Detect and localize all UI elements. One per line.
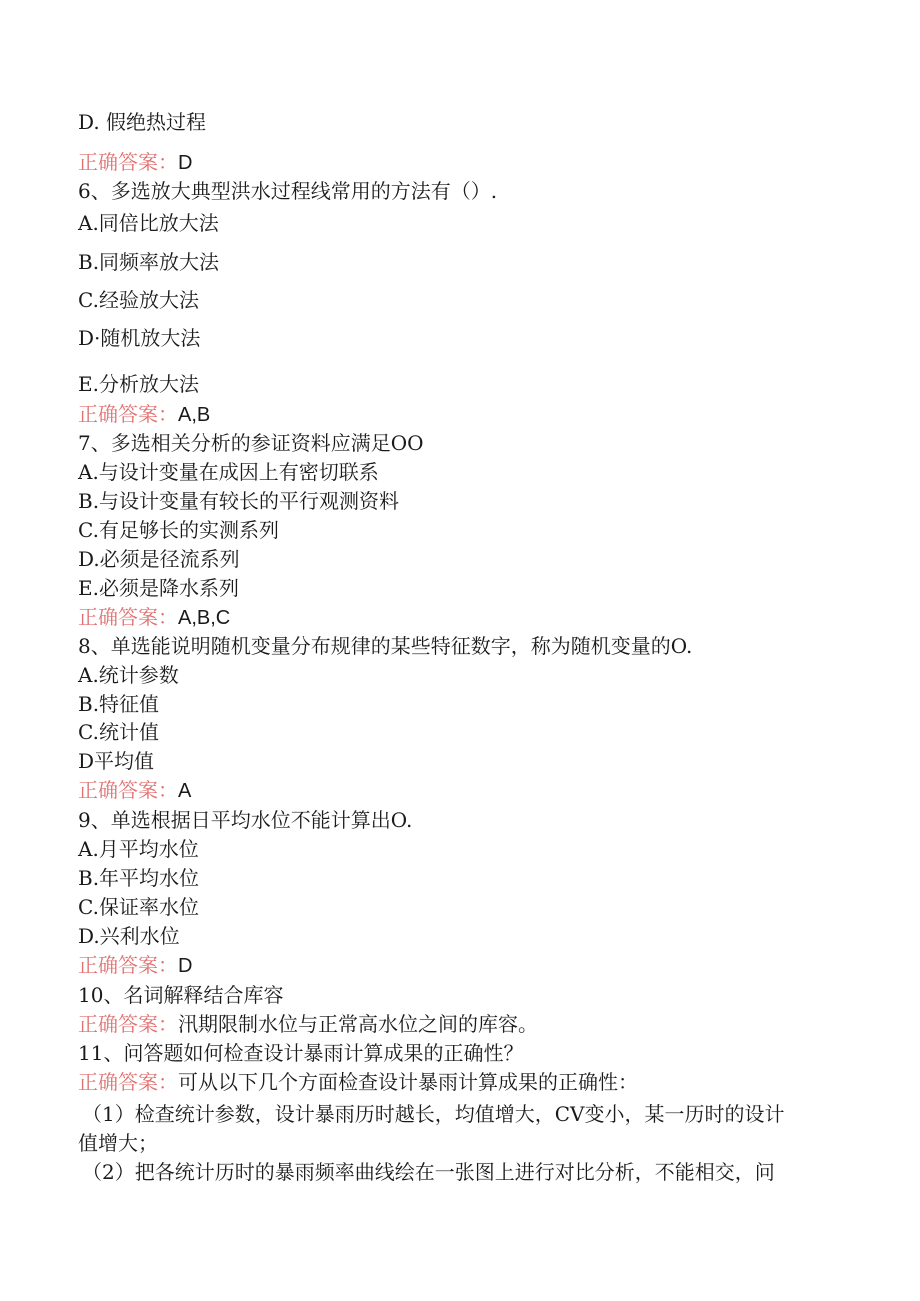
q10-answer — [78, 1012, 538, 1036]
q8-option-c: C.统计值 — [78, 720, 159, 744]
q9-answer — [78, 953, 192, 978]
q6-option-d: D·随机放大法 — [78, 326, 201, 350]
q7-option-a: A.与设计变量在成因上有密切联系 — [78, 460, 379, 484]
q11-point-1-line-2: 值增大； — [78, 1131, 158, 1155]
answer-label: 正确答案： — [78, 402, 178, 426]
q6-answer — [78, 402, 210, 427]
answer-value: A,B — [178, 404, 211, 426]
q5-answer — [78, 150, 192, 175]
answer-value: A — [178, 780, 192, 802]
q8-answer — [78, 778, 191, 803]
answer-text: 汛期限制水位与正常高水位之间的库容。 — [178, 1012, 538, 1036]
q7-option-e: E.必须是降水系列 — [78, 576, 239, 600]
q9-option-b: B.年平均水位 — [78, 866, 200, 890]
q9-option-d: D.兴利水位 — [78, 924, 180, 948]
q7-answer — [78, 605, 230, 630]
q7-stem: 7、多选相关分析的参证资料应满足OO — [78, 431, 424, 455]
q8-stem: 8、单选能说明随机变量分布规律的某些特征数字，称为随机变量的O. — [78, 634, 693, 658]
q6-option-c: C.经验放大法 — [78, 288, 199, 312]
q8-option-a: A.统计参数 — [78, 663, 179, 687]
q6-stem: 6、多选放大典型洪水过程线常用的方法有（）. — [78, 179, 498, 203]
q11-point-1-line-1: （1）检查统计参数，设计暴雨历时越长，均值增大，CV变小，某一历时的设计 — [82, 1102, 785, 1126]
answer-text: 可从以下几个方面检查设计暴雨计算成果的正确性： — [178, 1070, 638, 1094]
q8-option-b: B.特征值 — [78, 692, 160, 716]
answer-value: D — [178, 152, 193, 174]
answer-label: 正确答案： — [78, 1012, 178, 1036]
answer-value: A,B,C — [178, 607, 231, 629]
q6-option-e: E.分析放大法 — [78, 372, 199, 396]
q10-stem: 10、名词解释结合库容 — [78, 983, 284, 1007]
q9-option-c: C.保证率水位 — [78, 895, 199, 919]
q7-option-b: B.与设计变量有较长的平行观测资料 — [78, 489, 400, 513]
q5-option-d: D. 假绝热过程 — [78, 110, 207, 134]
q9-stem: 9、单选根据日平均水位不能计算出O. — [78, 808, 413, 832]
q8-option-d: D平均值 — [78, 749, 155, 773]
q11-stem: 11、问答题如何检查设计暴雨计算成果的正确性？ — [78, 1041, 524, 1065]
q11-point-2-line-1: （2）把各统计历时的暴雨频率曲线绘在一张图上进行对比分析，不能相交，问 — [82, 1160, 775, 1184]
answer-label: 正确答案： — [78, 778, 178, 802]
q9-option-a: A.月平均水位 — [78, 837, 199, 861]
q11-answer — [78, 1070, 638, 1094]
answer-label: 正确答案： — [78, 605, 178, 629]
q7-option-d: D.必须是径流系列 — [78, 547, 240, 571]
q6-option-a: A.同倍比放大法 — [78, 211, 219, 235]
answer-label: 正确答案： — [78, 150, 178, 174]
q6-option-b: B.同频率放大法 — [78, 250, 220, 274]
answer-label: 正确答案： — [78, 953, 178, 977]
q7-option-c: C.有足够长的实测系列 — [78, 518, 279, 542]
answer-label: 正确答案： — [78, 1070, 178, 1094]
answer-value: D — [178, 955, 193, 977]
